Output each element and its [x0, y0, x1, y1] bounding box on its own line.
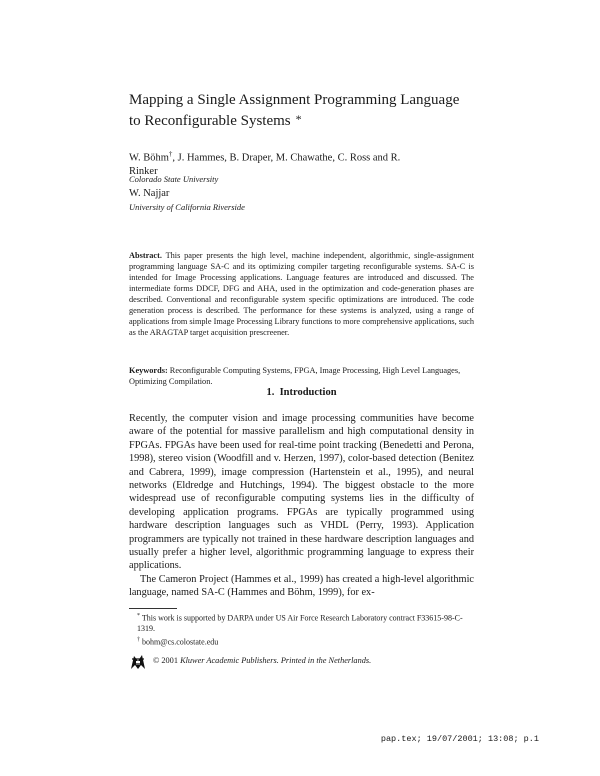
title-line-2-text: to Reconfigurable Systems: [129, 113, 291, 129]
publisher-line: [129, 652, 474, 672]
paper-title: [129, 91, 474, 131]
publisher-name: Kluwer Academic Publishers. Printed in the Netherlands.: [180, 656, 372, 665]
abstract-text: This paper presents the high level, machine independent, algorithmic, single-assignment programming language SA-C and its optimizing compiler targeting reconfigurable systems. SA-C is intended for Image Processing applications. Language features are introduced and discussed. The intermediate forms DDCF, DFG and AHA, used in the optimization and code-generation phases are described. Conventional and reconfigurable system specific optimizations are introduced. The code generation process is described. The performance for these systems is analyzed, using a range of applications from simple Image Processing Library functions to more comprehensive applications, such as the ARAGTAP target acquisition prescreener.: [129, 251, 474, 337]
body-text: [129, 412, 474, 600]
affiliation-csu: Colorado State University: [129, 174, 219, 184]
publisher-text: [153, 656, 371, 665]
footnote-2: [129, 635, 474, 648]
paragraph-2: The Cameron Project (Hammes et al., 1999) has created a high-level algorithmic language, named SA-C (Hammes and Böhm, 1999), for ex-: [129, 573, 474, 599]
footnote-2-marker: †: [137, 636, 140, 643]
author-footnote-marker: †: [168, 150, 173, 158]
title-footnote-marker: *: [295, 112, 302, 126]
affiliation-ucr: University of California Riverside: [129, 202, 245, 212]
abstract-label: Abstract.: [129, 251, 162, 260]
author-najjar: W. Najjar: [129, 188, 170, 199]
running-footer: pap.tex; 19/07/2001; 13:08; p.1: [380, 734, 539, 744]
keywords: [129, 365, 474, 387]
section-heading: [129, 387, 474, 398]
author-line-1: [129, 148, 474, 165]
publisher-logo-icon: [129, 653, 147, 671]
paragraph-1: Recently, the computer vision and image processing communities have become aware of the potential for massive parallelism and high computational density in FPGAs. FPGAs have been used for real-time point tracking (Benedetti and Perona, 1998), stereo vision (Woodfill and v. Herzen, 1997), color-based detection (Benitez and Cabrera, 1999), image compression (Hartenstein et al., 1995), and neural networks (Eldredge and Hutchings, 1994). The biggest obstacle to the more widespread use of reconfigurable computing systems lies in the difficulty of developing application programs. FPGAs are typically programmed using hardware description languages such as VHDL (Perry, 1993). Application programmers are typically not trained in these hardware description languages and usually prefer a higher level, algorithmic programming language to express their applications.: [129, 413, 474, 572]
abstract: [129, 250, 474, 338]
author-line-2: Rinker: [129, 165, 158, 177]
keywords-label: Keywords:: [129, 366, 168, 375]
footnote-1-marker: *: [137, 613, 140, 619]
copyright: © 2001: [153, 656, 178, 665]
section-number: 1.: [266, 387, 275, 398]
footnote-1: [129, 611, 474, 635]
title-line-2: [129, 110, 474, 131]
footnote-rule: [129, 608, 177, 609]
footnote-2-text: bohm@cs.colostate.edu: [142, 637, 219, 647]
footnote-1-text: This work is supported by DARPA under US Air Force Research Laboratory contract F33615-98-C-1319.: [137, 613, 463, 634]
section-title: Introduction: [279, 387, 337, 398]
author-bohm: W. Böhm: [129, 152, 169, 164]
keywords-text: Reconfigurable Computing Systems, FPGA, Image Processing, High Level Languages, Optimizing Compilation.: [129, 366, 461, 386]
footnotes: [129, 611, 474, 648]
coauthors: , J. Hammes, B. Draper, M. Chawathe, C. Ross and R.: [172, 152, 401, 164]
title-line-1: Mapping a Single Assignment Programming Language: [129, 92, 460, 108]
